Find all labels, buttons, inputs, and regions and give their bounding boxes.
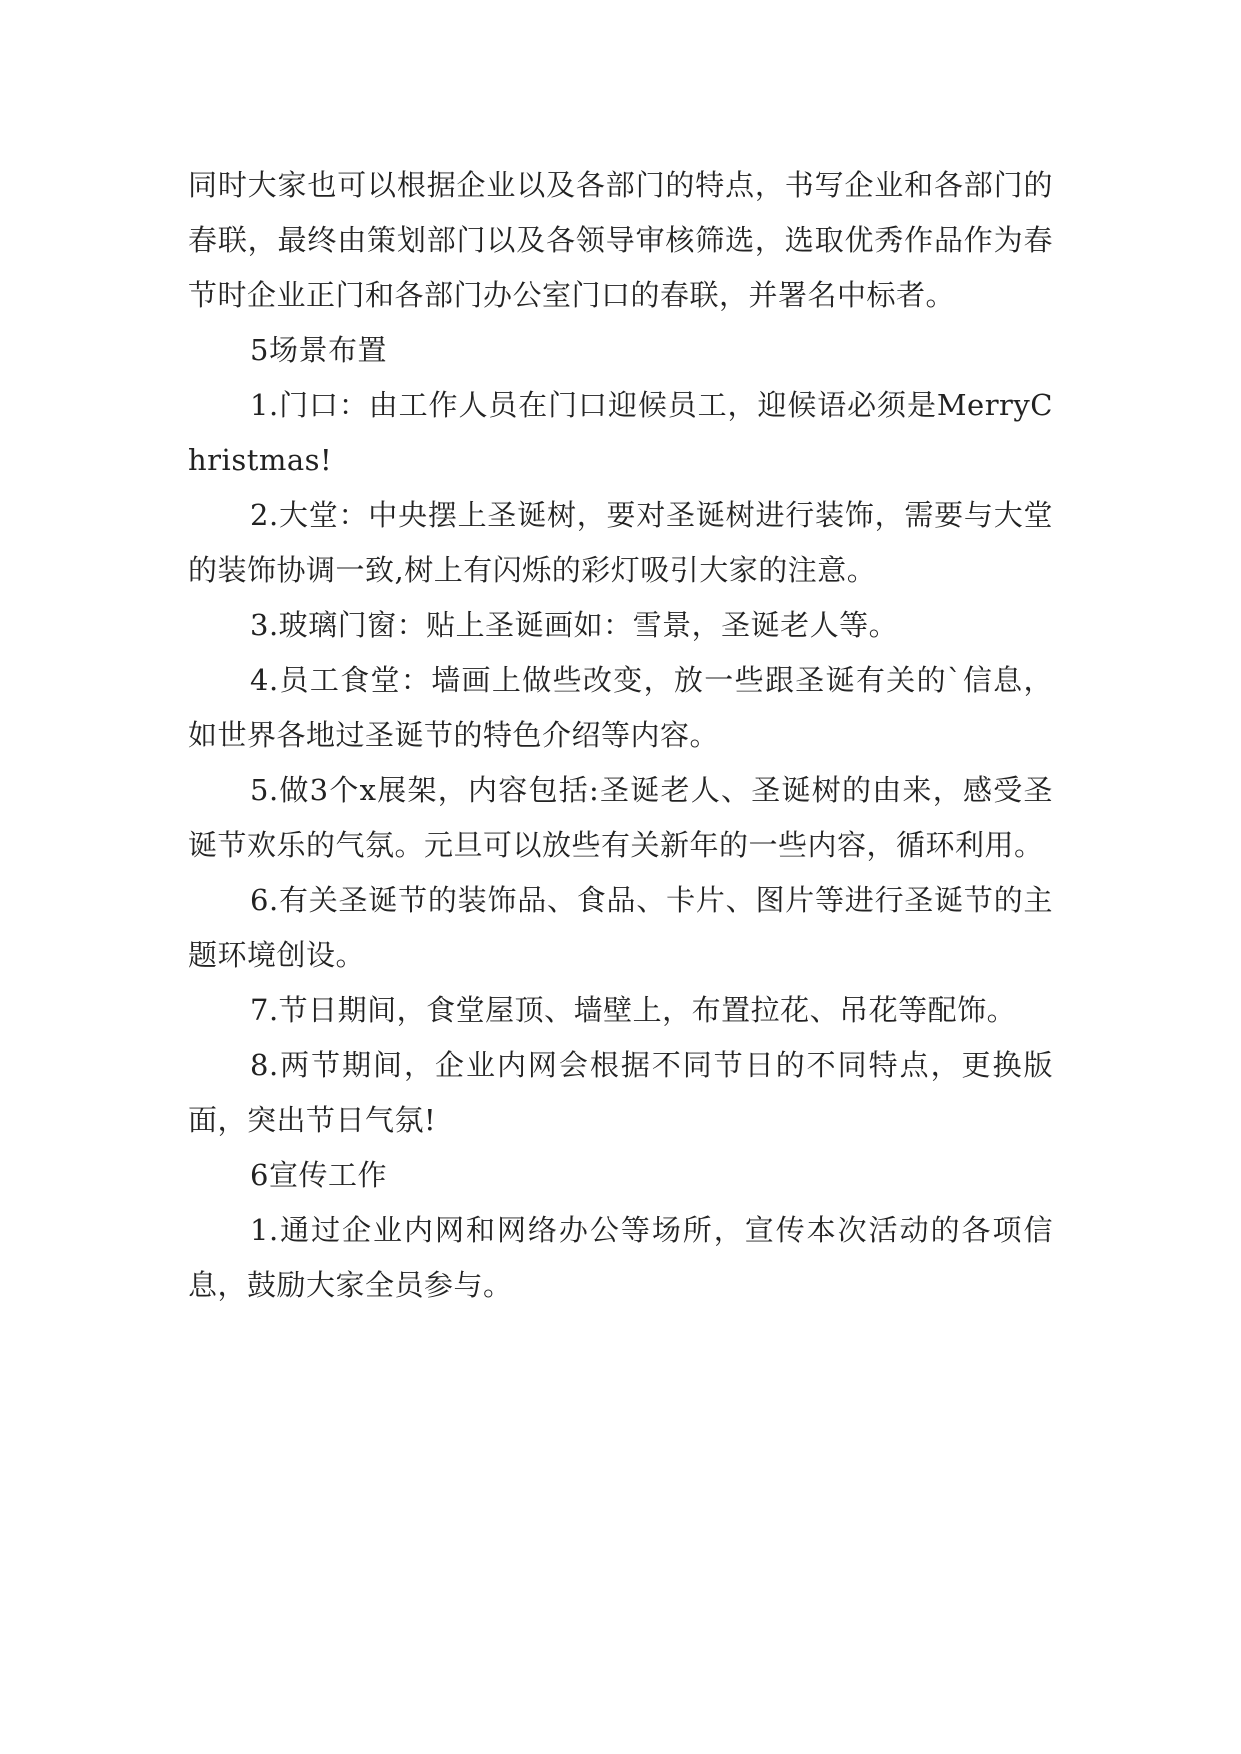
list-item-publicity: 1.通过企业内网和网络办公等场所，宣传本次活动的各项信息，鼓励大家全员参与。 bbox=[188, 1213, 1053, 1302]
section-heading-scene-setup: 5场景布置 bbox=[250, 333, 387, 367]
document-body bbox=[188, 158, 1053, 1313]
section-heading-publicity: 6宣传工作 bbox=[250, 1158, 387, 1192]
list-item-lobby: 2.大堂：中央摆上圣诞树，要对圣诞树进行装饰，需要与大堂的装饰协调一致,树上有闪烁的彩灯吸引大家的注意。 bbox=[188, 498, 1053, 587]
list-item-holiday-period: 7.节日期间，食堂屋顶、墙壁上，布置拉花、吊花等配饰。 bbox=[250, 993, 1017, 1027]
list-item-intranet: 8.两节期间，企业内网会根据不同节日的不同特点，更换版面，突出节日气氛! bbox=[188, 1048, 1053, 1137]
list-item-canteen: 4.员工食堂：墙画上做些改变，放一些跟圣诞有关的`信息，如世界各地过圣诞节的特色介绍等内容。 bbox=[188, 663, 1053, 752]
paragraph-intro: 同时大家也可以根据企业以及各部门的特点，书写企业和各部门的春联，最终由策划部门以及各领导审核筛选，选取优秀作品作为春节时企业正门和各部门办公室门口的春联，并署名中标者。 bbox=[188, 168, 1053, 312]
list-item-glass-doors: 3.玻璃门窗：贴上圣诞画如：雪景，圣诞老人等。 bbox=[250, 608, 899, 642]
list-item-entrance: 1.门口：由工作人员在门口迎候员工，迎候语必须是MerryChristmas! bbox=[188, 388, 1053, 477]
list-item-decorations: 6.有关圣诞节的装饰品、食品、卡片、图片等进行圣诞节的主题环境创设。 bbox=[188, 883, 1053, 972]
list-item-display-stands: 5.做3个x展架，内容包括:圣诞老人、圣诞树的由来，感受圣诞节欢乐的气氛。元旦可以放些有关新年的一些内容，循环利用。 bbox=[188, 773, 1053, 862]
